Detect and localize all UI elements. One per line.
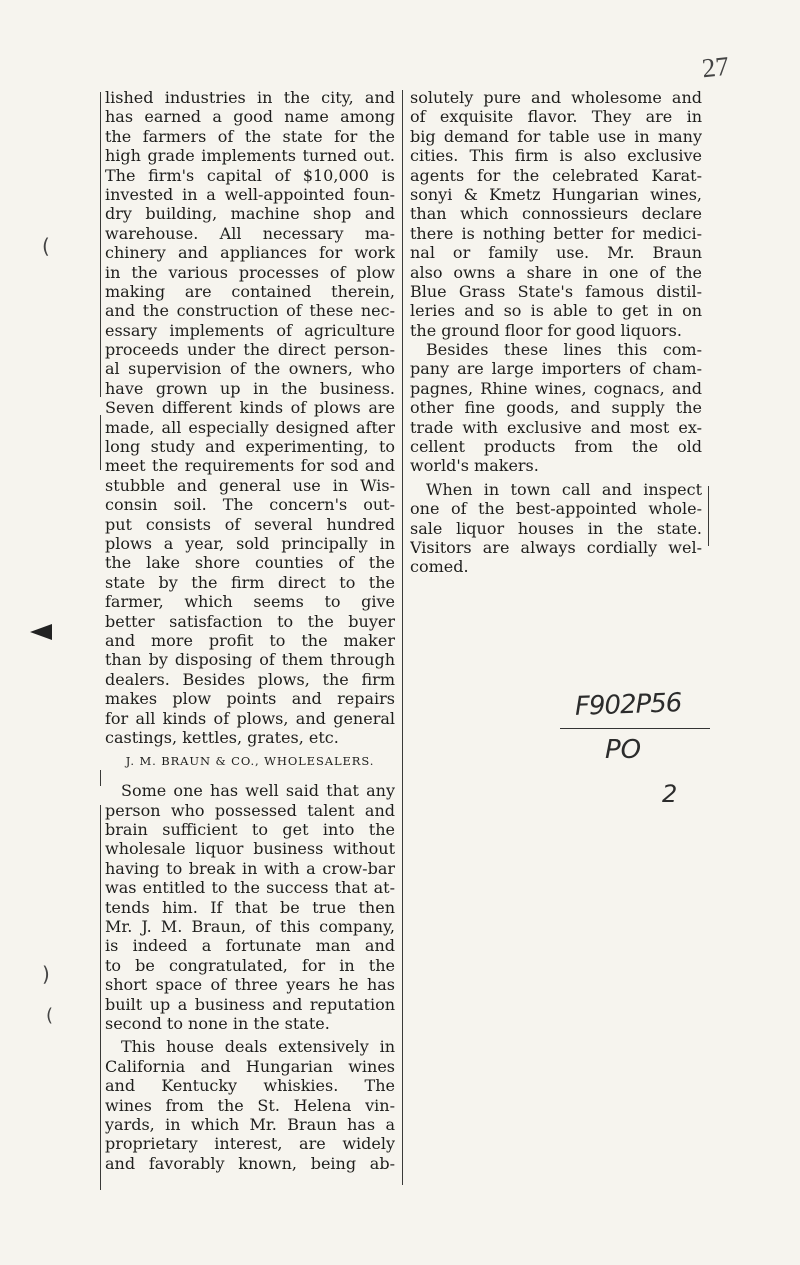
margin-paren-mark: ( [46,1005,54,1026]
text-line: comed. [410,557,469,577]
text-line: world's makers. [410,456,539,476]
handwritten-underline [560,728,710,729]
section-heading-braun: J. M. BRAUN & CO., WHOLESALERS. [125,754,375,769]
text-line: dealers. Besides plows, the firm [105,669,395,689]
text-line: to be congratulated, for in the [105,955,395,975]
text-line: Some one has well said that any [121,781,395,801]
text-line: al supervision of the owners, who [105,359,395,379]
paragraph-braun-wines [105,1037,395,1173]
text-line: trade with exclusive and most ex- [410,417,702,437]
margin-arrow-icon [30,624,52,640]
text-line: dry building, machine shop and [105,204,395,224]
text-line: put consists of several hundred [105,514,395,534]
text-line: and the construction of these nec- [105,301,395,321]
paragraph-imports [410,340,702,476]
text-line: and favorably known, being ab- [105,1153,395,1173]
text-line: This house deals extensively in [121,1037,395,1057]
text-line: has earned a good name among [105,107,395,127]
text-line: the lake shore counties of the [105,553,395,573]
text-line: short space of three years he has [105,975,395,995]
text-line: cities. This firm is also exclusive [410,146,702,166]
text-line: for all kinds of plows, and general [105,708,395,728]
text-line: and more profit to the maker [105,630,395,650]
text-line: state by the firm direct to the [105,572,395,592]
text-line: proprietary interest, are widely [105,1134,395,1154]
margin-rule [100,770,101,786]
text-line: making are contained therein, [105,281,395,301]
text-line: cellent products from the old [410,437,702,457]
text-line: in the various processes of plow [105,262,395,282]
text-line: pagnes, Rhine wines, cognacs, and [410,378,702,398]
handwritten-catalog-number: F902P56 [574,688,682,722]
margin-rule [100,415,101,470]
text-line: California and Hungarian wines [105,1056,395,1076]
text-line: wines from the St. Helena vin- [105,1095,395,1115]
margin-rule [100,805,101,1190]
text-line: solutely pure and wholesome and [410,88,702,107]
handwritten-copy-number: 2 [662,780,678,808]
text-line: and Kentucky whiskies. The [105,1076,395,1096]
text-line: than by disposing of them through [105,650,395,670]
text-line: castings, kettles, grates, etc. [105,727,339,747]
text-line: consin soil. The concern's out- [105,495,395,515]
text-line: than which connossieurs declare [410,204,702,224]
text-line: high grade implements turned out. [105,146,395,166]
text-line: Besides these lines this com- [426,340,702,360]
text-line: sonyi & Kmetz Hungarian wines, [410,184,702,204]
text-line: The firm's capital of $10,000 is [105,165,395,185]
text-line: the farmers of the state for the [105,126,395,146]
text-line: having to break in with a crow-bar [105,858,395,878]
handwritten-catalog-code: PO [605,735,642,765]
text-line: pany are large importers of cham- [410,359,702,379]
column-divider [402,90,403,1185]
text-line: other fine goods, and supply the [410,398,702,418]
text-line: farmer, which seems to give [105,592,395,612]
text-line: Seven different kinds of plows are [105,398,395,418]
text-line: the ground floor for good liquors. [410,320,682,340]
text-line: meet the requirements for sod and [105,456,395,476]
text-line: invested in a well-appointed foun- [105,184,395,204]
text-line: nal or family use. Mr. Braun [410,243,702,263]
text-line: When in town call and inspect [426,479,702,499]
text-line: essary implements of agriculture [105,320,395,340]
text-line: made, all especially designed after [105,417,395,437]
text-line: long study and experimenting, to [105,437,395,457]
paragraph-visit [410,480,702,577]
text-line: was entitled to the success that at- [105,878,395,898]
text-line: agents for the celebrated Karat- [410,165,702,185]
text-line: lished industries in the city, and [105,88,395,107]
text-line: Blue Grass State's famous distil- [410,281,702,301]
margin-rule [100,92,101,397]
text-line: one of the best-appointed whole- [410,499,702,519]
text-line: person who possessed talent and [105,800,395,820]
text-line: leries and so is able to get in on [410,301,702,321]
text-line: Visitors are always cordially wel- [410,537,702,557]
text-line: proceeds under the direct person- [105,340,395,360]
text-line: better satisfaction to the buyer [105,611,395,631]
text-line: big demand for table use in many [410,126,702,146]
text-line: second to none in the state. [105,1013,330,1033]
text-line: chinery and appliances for work [105,243,395,263]
text-line: plows a year, sold principally in [105,533,395,553]
text-line: brain sufficient to get into the [105,820,395,840]
text-line: built up a business and reputation [105,994,395,1014]
text-line: also owns a share in one of the [410,262,702,282]
text-line: makes plow points and repairs [105,689,395,709]
margin-paren-mark: ) [42,962,50,986]
text-line: of exquisite flavor. They are in [410,107,702,127]
paragraph-wines-continued [410,88,702,340]
text-line: there is nothing better for medici- [410,223,702,243]
right-column [410,88,702,577]
text-line: stubble and general use in Wis- [105,475,395,495]
text-line: sale liquor houses in the state. [410,518,702,538]
text-line: is indeed a fortunate man and [105,936,395,956]
margin-rule [708,486,709,546]
paragraph-plow-works [105,88,395,747]
text-line: yards, in which Mr. Braun has a [105,1114,395,1134]
paragraph-braun-intro [105,781,395,1033]
text-line: warehouse. All necessary ma- [105,223,395,243]
margin-paren-mark: ( [42,234,50,258]
text-line: tends him. If that be true then [105,897,395,917]
text-line: Mr. J. M. Braun, of this company, [105,917,395,937]
left-column [105,88,395,1173]
text-line: have grown up in the business. [105,378,395,398]
page-number: 27 [700,50,731,84]
text-line: wholesale liquor business without [105,839,395,859]
